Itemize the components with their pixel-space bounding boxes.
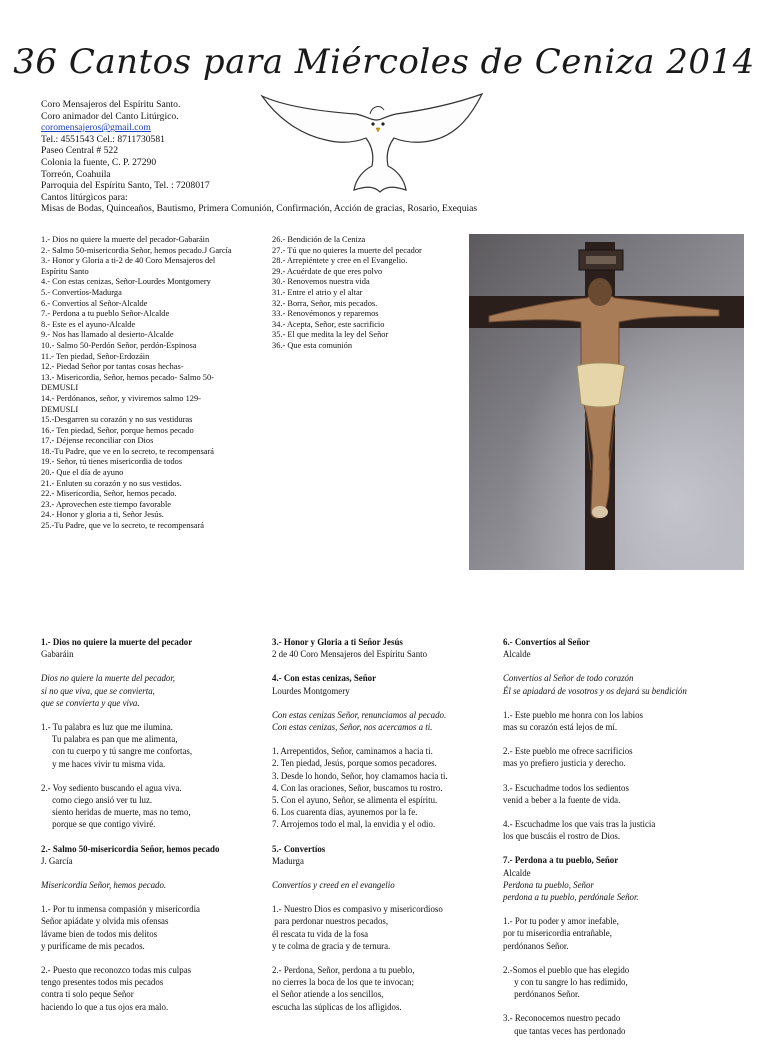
- index-entry: DEMUSLI: [41, 404, 79, 414]
- stanza-line: que tantas veces has perdonado: [503, 1025, 626, 1036]
- stanza-line: 2. Ten piedad, Jesús, porque somos pecadores.: [272, 758, 437, 769]
- contact-line: Torreón, Coahuila: [41, 168, 111, 180]
- contact-block: [41, 99, 477, 215]
- stanza-line: no cierres la boca de los que te invocan;: [272, 977, 414, 988]
- index-entry: 32.- Borra, Señor, mis pecados.: [272, 298, 378, 308]
- spacer: [503, 903, 728, 915]
- stanza-line: 3. Desde lo hondo, Señor, hoy clamamos hacia ti.: [272, 770, 448, 781]
- stanza-line: haciendo lo que a tus ojos era malo.: [41, 1001, 169, 1012]
- song-author: 2 de 40 Coro Mensajeros del Espíritu Santo: [272, 649, 428, 660]
- spacer: [503, 770, 728, 782]
- index-entry: 17.- Déjense reconciliar con Dios: [41, 436, 154, 446]
- index-entry: 2.- Salmo 50-misericordia Señor, hemos pecado.J García: [41, 245, 232, 255]
- stanza-line: 4. Con las oraciones, Señor, buscamos tu rostro.: [272, 782, 443, 793]
- stanza-line: por tu misericordia entrañable,: [503, 928, 612, 939]
- spacer: [272, 867, 497, 879]
- stanza-line: contra ti solo peque Señor: [41, 989, 134, 1000]
- stanza-line: el Señor atiende a los sencillos,: [272, 989, 384, 1000]
- stanza-line: como ciego ansió ver tu luz.: [41, 795, 153, 806]
- refrain-line: perdona a tu pueblo, perdónale Señor.: [503, 892, 639, 903]
- index-entry: 21.- Enluten su corazón y no sus vestidos.: [41, 478, 182, 488]
- song-section: [272, 672, 497, 830]
- spacer: [41, 952, 266, 964]
- stanza-line: 1.- Por tu inmensa compasión y misericordia: [41, 904, 200, 915]
- spacer: [272, 891, 497, 903]
- stanza-line: y me haces vivir tu misma vida.: [41, 758, 166, 769]
- index-entry: 26.- Bendición de la Ceniza: [272, 235, 366, 244]
- song-section: [272, 843, 497, 1013]
- stanza-line: porque se que contigo viviré.: [41, 819, 156, 830]
- index-entry: 1.- Dios no quiere la muerte del pecador-Gabaráin: [41, 235, 210, 244]
- refrain-line: Convertíos y creed en el evangelio: [272, 880, 395, 891]
- spacer: [503, 806, 728, 818]
- stanza-line: con tu cuerpo y tú sangre me confortas,: [41, 746, 193, 757]
- song-section: [41, 636, 266, 831]
- index-entry: 6.- Convertíos al Señor-Alcalde: [41, 298, 148, 308]
- refrain-line: Con estas cenizas, Señor, nos acercamos a ti.: [272, 722, 433, 733]
- spacer: [272, 733, 497, 745]
- song-index-column-2: [272, 235, 472, 352]
- spacer: [41, 660, 266, 672]
- song-author: Alcalde: [503, 649, 531, 660]
- stanza-line: y te colma de gracia y de ternura.: [272, 940, 391, 951]
- song-author: J. García: [41, 855, 73, 866]
- songs-column-3: [503, 636, 728, 1049]
- index-entry: 13.- Misericordia, Señor, hemos pecado- Salmo 50-: [41, 372, 214, 382]
- spacer: [503, 697, 728, 709]
- stanza-line: siento heridas de muerte, mas no temo,: [41, 807, 191, 818]
- stanza-line: lávame bien de todos mis delitos: [41, 928, 158, 939]
- stanza-line: 1.- Por tu poder y amor inefable,: [503, 916, 619, 927]
- stanza-line: perdónanos Señor.: [503, 940, 569, 951]
- song-author: Lourdes Montgomery: [272, 685, 350, 696]
- stanza-line: Señor apiádate y olvida mis ofensas: [41, 916, 169, 927]
- index-entry: 23.- Aprovechen este tiempo favorable: [41, 499, 171, 509]
- song-heading: 5.- Convertíos: [272, 843, 326, 854]
- songs-column-1: [41, 636, 266, 1025]
- index-entry: 8.- Este es el ayuno-Alcalde: [41, 319, 136, 329]
- index-entry: 22.- Misericordia, Señor, hemos pecado.: [41, 489, 177, 499]
- spacer: [503, 733, 728, 745]
- spacer: [41, 867, 266, 879]
- stanza-line: mas yo prefiero justicia y derecho.: [503, 758, 626, 769]
- index-entry: 3.- Honor y Gloria a ti-2 de 40 Coro Mensajeros del: [41, 256, 216, 266]
- stanza-line: perdónanos Señor.: [503, 989, 580, 1000]
- stanza-line: 2.- Perdona, Señor, perdona a tu pueblo,: [272, 965, 415, 976]
- stanza-line: 2.- Puesto que reconozco todas mis culpas: [41, 965, 192, 976]
- index-entry: 15.-Desgarren su corazón y no sus vestiduras: [41, 415, 193, 425]
- song-author: Gabaráin: [41, 649, 74, 660]
- stanza-line: escucha las súplicas de los afligidos.: [272, 1001, 402, 1012]
- index-entry: 11.- Ten piedad, Señor-Erdozáin: [41, 351, 150, 361]
- refrain-line: Dios no quiere la muerte del pecador,: [41, 673, 176, 684]
- stanza-line: los que buscáis el rostro de Dios.: [503, 831, 621, 842]
- contact-line: Coro animador del Canto Litúrgico.: [41, 110, 179, 122]
- stanza-line: mas su corazón está lejos de mí.: [503, 722, 618, 733]
- index-entry: DEMUSLI: [41, 383, 79, 393]
- spacer: [503, 952, 728, 964]
- refrain-line: Convertíos al Señor de todo corazón: [503, 673, 634, 684]
- song-heading: 3.- Honor y Gloria a ti Señor Jesús: [272, 637, 403, 647]
- stanza-line: 3.- Reconocemos nuestro pecado: [503, 1013, 621, 1024]
- document-title: 36 Cantos para Miércoles de Ceniza 2014: [13, 42, 755, 82]
- stanza-line: 1. Arrepentidos, Señor, caminamos a hacia ti.: [272, 746, 433, 757]
- index-entry: 25.-Tu Padre, que ve lo secreto, te recompensará: [41, 521, 204, 531]
- index-entry: 4.- Con estas cenizas, Señor-Lourdes Montgomery: [41, 277, 211, 287]
- email-link[interactable]: coromensajeros@gmail.com: [41, 122, 151, 134]
- song-heading: 2.- Salmo 50-misericordia Señor, hemos pecado: [41, 843, 220, 854]
- refrain-line: Con estas cenizas Señor, renunciamos al pecado.: [272, 709, 447, 720]
- index-entry: 27.- Tú que no quieres la muerte del pecador: [272, 245, 422, 255]
- contact-line: Colonia la fuente, C. P. 27290: [41, 156, 157, 168]
- spacer: [41, 709, 266, 721]
- index-entry: 31.- Entre el atrio y el altar: [272, 287, 363, 297]
- song-heading: 1.- Dios no quiere la muerte del pecador: [41, 637, 193, 647]
- index-entry: 7.- Perdona a tu pueblo Señor-Alcalde: [41, 309, 170, 319]
- stanza-line: 2.- Este pueblo me ofrece sacrificios: [503, 746, 633, 757]
- stanza-line: venid a beber a la fuente de vida.: [503, 794, 621, 805]
- spacer: [41, 770, 266, 782]
- stanza-line: 6. Los cuarenta días, ayunemos por la fe.: [272, 807, 418, 818]
- refrain-line: Misericordia Señor, hemos pecado.: [41, 880, 167, 891]
- stanza-line: 1.- Nuestro Dios es compasivo y misericordioso: [272, 904, 443, 915]
- stanza-line: y purifícame de mis pecados.: [41, 940, 145, 951]
- index-entry: 12.- Piedad Señor por tantas cosas hechas-: [41, 362, 184, 372]
- index-entry: 16.- Ten piedad, Señor, porque hemos pecado: [41, 425, 194, 435]
- song-heading: 4.- Con estas cenizas, Señor: [272, 673, 377, 684]
- song-author: Madurga: [272, 855, 304, 866]
- crucifix-photo: [469, 234, 744, 570]
- song-heading: 7.- Perdona a tu pueblo, Señor: [503, 855, 619, 866]
- spacer: [503, 660, 728, 672]
- stanza-line: y con tu sangre lo has redimido,: [503, 977, 628, 988]
- index-entry: 19.- Señor, tú tienes misericordia de todos: [41, 457, 183, 467]
- song-section: [503, 636, 728, 842]
- song-index-column-1: [41, 235, 277, 532]
- index-entry: 36.- Que esta comunión: [272, 340, 353, 350]
- stanza-line: 1.- Este pueblo me honra con los labios: [503, 709, 643, 720]
- index-entry: 20.- Que el día de ayuno: [41, 468, 124, 478]
- stanza-line: 2.-Somos el pueblo que has elegido: [503, 964, 630, 975]
- contact-line: Misas de Bodas, Quinceaños, Bautismo, Primera Comunión, Confirmación, Acción de gracias, Rosario, Exequias: [41, 203, 478, 215]
- index-entry: 18.-Tu Padre, que ve en lo secreto, te recompensará: [41, 446, 214, 456]
- contact-line: Paseo Central # 522: [41, 145, 119, 157]
- refrain-line: si no que viva, que se convierta,: [41, 685, 155, 696]
- spacer: [272, 697, 497, 709]
- index-entry: 24.- Honor y gloria a ti, Señor Jesús.: [41, 510, 164, 520]
- song-author: Alcalde: [503, 867, 531, 878]
- stanza-line: Tu palabra es pan que me alimenta,: [41, 734, 178, 745]
- song-section: [503, 854, 728, 1036]
- refrain-line: que se convierta y que viva.: [41, 697, 140, 708]
- song-section: [272, 636, 497, 660]
- index-entry: 9.- Nos has llamado al desierto-Alcalde: [41, 330, 174, 340]
- stanza-line: 4.- Escuchadme los que vais tras la justicia: [503, 819, 656, 830]
- refrain-line: Perdona tu pueblo, Señor: [503, 879, 594, 890]
- index-entry: 5.- Convertíos-Madurga: [41, 287, 122, 297]
- spacer: [41, 891, 266, 903]
- index-entry: 34.- Acepta, Señor, este sacrificio: [272, 319, 385, 329]
- index-entry: 33.- Renovémonos y reparemos: [272, 309, 379, 319]
- index-entry: 30.- Renovemos nuestra vida: [272, 277, 370, 287]
- stanza-line: 7. Arrojemos todo el mal, la envidia y el odio.: [272, 819, 436, 830]
- stanza-line: 3.- Escuchadme todos los sedientos: [503, 782, 629, 793]
- stanza-line: 1.- Tu palabra es luz que me ilumina.: [41, 722, 173, 733]
- spacer: [272, 952, 497, 964]
- stanza-line: él rescata tu vida de la fosa: [272, 928, 369, 939]
- index-entry: Espíritu Santo: [41, 266, 89, 276]
- songs-column-2: [272, 636, 497, 1025]
- stanza-line: tengo presentes todos mis pecados: [41, 977, 164, 988]
- index-entry: 28.- Arrepiéntete y cree en el Evangelio.: [272, 256, 408, 266]
- stanza-line: para perdonar nuestros pecados,: [272, 916, 389, 927]
- stanza-line: 5. Con el ayuno, Señor, se alimenta el espíritu.: [272, 795, 438, 806]
- index-entry: 29.- Acuérdate de que eres polvo: [272, 266, 383, 276]
- stanza-line: 2.- Voy sediento buscando el agua viva.: [41, 782, 182, 793]
- contact-line: Cantos litúrgicos para:: [41, 191, 128, 203]
- index-entry: 35.- El que medita la ley del Señor: [272, 330, 389, 340]
- index-entry: 14.- Perdónanos, señor, y viviremos salmo 129-: [41, 393, 201, 403]
- refrain-line: Él se apiadará de vosotros y os dejará su bendición: [503, 685, 687, 696]
- contact-line: Tel.: 4551543 Cel.: 8711730581: [41, 133, 165, 145]
- song-section: [41, 843, 266, 1013]
- contact-line: Parroquia del Espíritu Santo, Tel. : 7208017: [41, 180, 210, 192]
- index-entry: 10.- Salmo 50-Perdón Señor, perdón-Espinosa: [41, 340, 197, 350]
- spacer: [503, 1000, 728, 1012]
- contact-line: Coro Mensajeros del Espíritu Santo.: [41, 99, 181, 110]
- song-heading: 6.- Convertíos al Señor: [503, 637, 590, 647]
